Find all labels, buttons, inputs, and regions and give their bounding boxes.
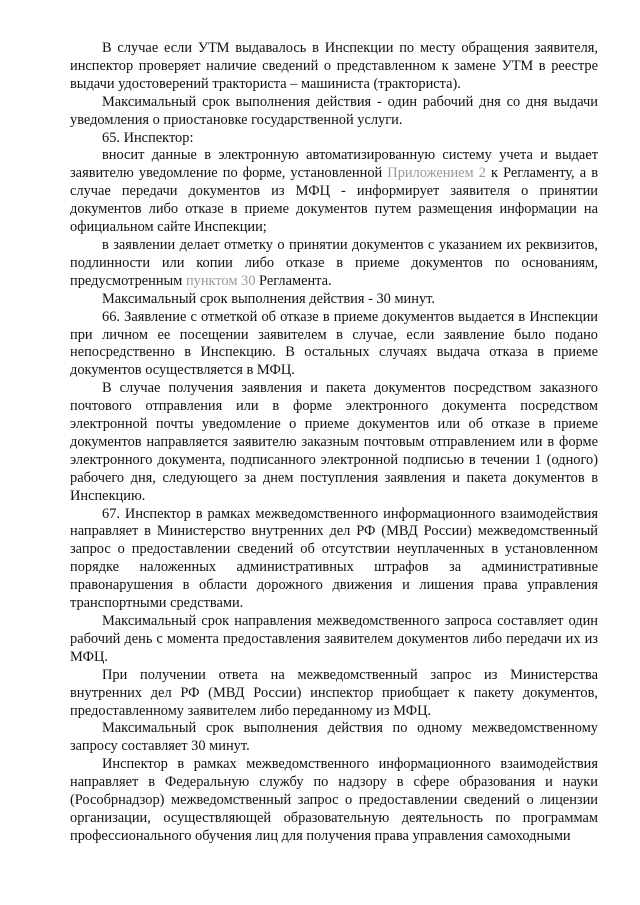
appendix-2-reference[interactable]: Приложением 2 [387, 165, 486, 182]
paragraph-max-term-30-min: Максимальный срок выполнения действия - 30 минут. [102, 290, 435, 307]
paragraph-66-postal: В случае получения заявления и пакета документов посредством заказного почтового отправления или в форме электронного документа посредством электронной почты уведомление о приеме документов или об отказе в приеме документов направляется заявителю заказным почтовым отправлением или в форме электронного документа, подписанного электронной подписью в течении 1 (одного) рабочего дня, следующего за днем поступления заявления и пакета документов в Инспекцию. [70, 380, 598, 504]
paragraph-max-term-one-day: Максимальный срок выполнения действия - один рабочий дня со дня выдачи уведомления о приостановке государственной услуги. [70, 93, 598, 128]
paragraph-utm-check: В случае если УТМ выдавалось в Инспекции по месту обращения заявителя, инспектор проверяет наличие сведений о представленном к замене УТМ в реестре выдачи удостоверений тракториста – машиниста (тракториста). [70, 40, 598, 92]
paragraph-66: 66. Заявление с отметкой об отказе в приеме документов выдается в Инспекции при личном ее посещении заявителем в случае, если заявление было подано непосредственно в Инспекцию. В остальных случаях выдача отказа в приеме документов осуществляется в МФЦ. [70, 308, 598, 379]
paragraph-text: к Регламенту, а в случае передачи документов из МФЦ - информирует заявителя о принятии документов либо отказе в приеме документов путем размещения информации на официальном сайте Инспекции; [70, 165, 598, 236]
document-body [70, 40, 598, 846]
clause-30-reference[interactable]: пунктом 30 [185, 272, 256, 289]
paragraph-65-mark [70, 237, 598, 291]
paragraph-67-rosobrnadzor: Инспектор в рамках межведомственного информационного взаимодействия направляет в Федеральную службу по надзору в сфере образования и науки (Рособрнадзор) межведомственный запрос о предоставлении сведений о лицензии организации, осуществляющей образовательную деятельность по программам профессионального обучения лиц для получения права управления самоходными [70, 756, 598, 844]
paragraph-67-action-term: Максимальный срок выполнения действия по одному межведомственному запросу составляет 30 минут. [70, 720, 598, 755]
paragraph-67: 67. Инспектор в рамках межведомственного информационного взаимодействия направляет в Министерство внутренних дел РФ (МВД России) межведомственный запрос о предоставлении сведений об отсутствии неуплаченных в установленном порядке наложенных административных штрафов за административные правонарушения в области дорожного движения и лишения права управления транспортными средствами. [70, 505, 598, 612]
paragraph-text: в заявлении делает отметку о принятии документов с указанием их реквизитов, подлинности или копии либо отказе в приеме документов по основаниям, предусмотренным [70, 236, 598, 289]
paragraph-65-notification [70, 147, 598, 237]
paragraph-67-request-term: Максимальный срок направления межведомственного запроса составляет один рабочий день с момента предоставления заявителем документов либо передачи их из МФЦ. [70, 613, 598, 665]
paragraph-65-heading: 65. Инспектор: [102, 129, 194, 146]
paragraph-67-response: При получении ответа на межведомственный запрос из Министерства внутренних дел РФ (МВД России) инспектор приобщает к пакету документов, предоставленному заявителем либо переданному из МФЦ. [70, 666, 598, 719]
paragraph-text: Регламента. [255, 272, 332, 289]
paragraph-text: вносит данные в электронную автоматизированную систему учета и выдает заявителю уведомление по форме, установленной [70, 147, 598, 182]
